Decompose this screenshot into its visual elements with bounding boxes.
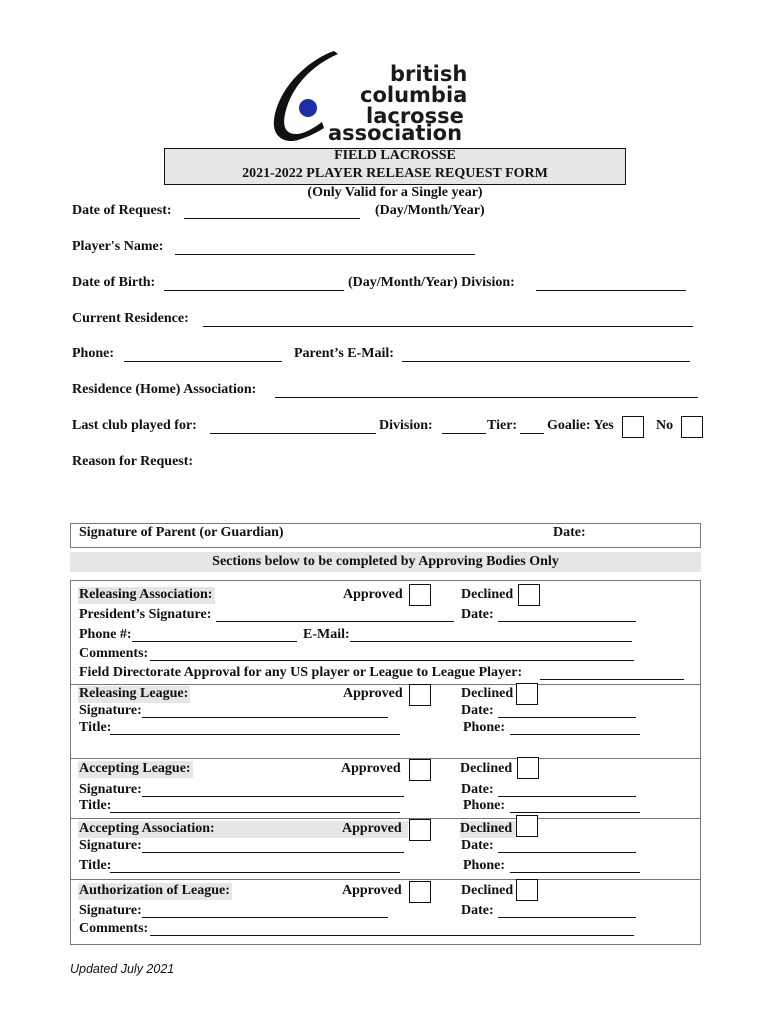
current-residence-field[interactable] [203, 326, 693, 327]
phone-label: Phone: [72, 346, 114, 361]
releasing-league-approved-checkbox[interactable] [409, 684, 431, 706]
approved-label: Approved [342, 821, 402, 836]
phone-hash-label: Phone #: [79, 627, 132, 642]
releasing-comments-field[interactable] [150, 660, 634, 661]
date-of-birth-field[interactable] [164, 290, 344, 291]
logo-line-lacrosse: lacrosse [366, 104, 464, 128]
releasing-association-approved-checkbox[interactable] [409, 584, 431, 606]
approved-label: Approved [343, 587, 403, 602]
accepting-league-signature-field[interactable] [142, 796, 404, 797]
title-label: Title: [79, 858, 112, 873]
date-of-request-field[interactable] [184, 218, 360, 219]
last-club-field[interactable] [210, 433, 376, 434]
tier-label: Tier: [487, 418, 518, 433]
date-label: Date: [461, 782, 494, 797]
updated-date-footer: Updated July 2021 [70, 962, 175, 976]
phone-label: Phone: [463, 858, 505, 873]
date-of-birth-label: Date of Birth: [72, 275, 156, 290]
accepting-league-approved-checkbox[interactable] [409, 759, 431, 781]
goalie-no-checkbox[interactable] [681, 416, 703, 438]
divider [70, 758, 701, 759]
parent-email-label: Parent’s E-Mail: [294, 346, 394, 361]
last-division-field[interactable] [442, 433, 486, 434]
declined-label: Declined [460, 821, 513, 836]
division-field[interactable] [536, 290, 686, 291]
comments-label: Comments: [79, 646, 149, 661]
accepting-league-declined-checkbox[interactable] [517, 757, 539, 779]
field-directorate-field[interactable] [540, 679, 684, 680]
presidents-signature-label: President’s Signature: [79, 607, 212, 622]
authorization-comments-field[interactable] [150, 935, 634, 936]
current-residence-label: Current Residence: [72, 311, 189, 326]
parent-email-field[interactable] [402, 361, 690, 362]
accepting-association-phone-field[interactable] [510, 872, 640, 873]
title-label: Title: [79, 720, 112, 735]
form-title-line3: (Only Valid for a Single year) [307, 185, 483, 200]
bc-lacrosse-logo [268, 48, 500, 144]
parent-signature-date-label: Date: [553, 525, 586, 540]
residence-association-label: Residence (Home) Association: [72, 382, 257, 397]
releasing-league-signature-field[interactable] [142, 717, 388, 718]
divider [70, 818, 701, 819]
declined-label: Declined [461, 883, 514, 898]
divider [70, 684, 701, 685]
goalie-no-label: No [656, 418, 674, 433]
signature-label: Signature: [79, 903, 142, 918]
releasing-league-phone-field[interactable] [510, 734, 640, 735]
authorization-declined-checkbox[interactable] [516, 879, 538, 901]
approved-label: Approved [342, 883, 402, 898]
comments-label: Comments: [79, 921, 149, 936]
phone-label: Phone: [463, 798, 505, 813]
phone-field[interactable] [124, 361, 282, 362]
email-label: E-Mail: [303, 627, 350, 642]
reason-label: Reason for Request: [72, 454, 194, 469]
date-format-hint: (Day/Month/Year) [375, 203, 485, 218]
date-label: Date: [461, 838, 494, 853]
signature-label: Signature: [79, 703, 142, 718]
tier-field[interactable] [520, 433, 544, 434]
releasing-league-declined-checkbox[interactable] [516, 683, 538, 705]
accepting-association-signature-field[interactable] [142, 852, 404, 853]
date-label: Date: [461, 607, 494, 622]
signature-label: Signature: [79, 838, 142, 853]
releasing-association-label: Releasing Association: [79, 587, 213, 602]
form-title-line2: 2021-2022 PLAYER RELEASE REQUEST FORM [242, 166, 548, 181]
date-of-request-label: Date of Request: [72, 203, 172, 218]
goalie-yes-checkbox[interactable] [622, 416, 644, 438]
authorization-date-field[interactable] [498, 917, 636, 918]
last-club-label: Last club played for: [72, 418, 197, 433]
signature-label: Signature: [79, 782, 142, 797]
players-name-field[interactable] [175, 254, 475, 255]
accepting-association-title-field[interactable] [110, 872, 400, 873]
accepting-association-declined-checkbox[interactable] [516, 815, 538, 837]
accepting-association-approved-checkbox[interactable] [409, 819, 431, 841]
releasing-email-field[interactable] [350, 641, 632, 642]
division-label: Division: [379, 418, 433, 433]
releasing-league-date-field[interactable] [498, 717, 636, 718]
dob-format-division-label: (Day/Month/Year) Division: [348, 275, 515, 290]
approved-label: Approved [341, 761, 401, 776]
releasing-phone-field[interactable] [132, 641, 297, 642]
date-label: Date: [461, 703, 494, 718]
releasing-association-declined-checkbox[interactable] [518, 584, 540, 606]
presidents-date-field[interactable] [498, 621, 636, 622]
releasing-league-title-field[interactable] [110, 734, 400, 735]
declined-label: Declined [460, 761, 513, 776]
accepting-league-title-field[interactable] [110, 812, 400, 813]
field-directorate-label: Field Directorate Approval for any US player or League to League Player: [79, 665, 523, 680]
logo-line-columbia: columbia [360, 83, 468, 107]
logo-line-british: british [390, 62, 468, 86]
accepting-association-date-field[interactable] [498, 852, 636, 853]
approving-bodies-text: Sections below to be completed by Approving Bodies Only [212, 554, 559, 569]
date-label: Date: [461, 903, 494, 918]
declined-label: Declined [461, 587, 514, 602]
parent-signature-label: Signature of Parent (or Guardian) [79, 525, 284, 540]
form-title-line1: FIELD LACROSSE [334, 148, 456, 163]
accepting-league-label: Accepting League: [79, 761, 191, 776]
logo-line-association: association [328, 121, 463, 145]
accepting-association-label: Accepting Association: [79, 821, 215, 836]
authorization-of-league-label: Authorization of League: [79, 883, 230, 898]
residence-association-field[interactable] [275, 397, 698, 398]
declined-label: Declined [461, 686, 514, 701]
authorization-signature-field[interactable] [142, 917, 388, 918]
title-label: Title: [79, 798, 112, 813]
presidents-signature-field[interactable] [216, 621, 454, 622]
authorization-approved-checkbox[interactable] [409, 881, 431, 903]
players-name-label: Player's Name: [72, 239, 164, 254]
phone-label: Phone: [463, 720, 505, 735]
accepting-league-phone-field[interactable] [510, 812, 640, 813]
accepting-league-date-field[interactable] [498, 796, 636, 797]
divider [70, 879, 701, 880]
goalie-yes-label: Goalie: Yes [547, 418, 614, 433]
approved-label: Approved [343, 686, 403, 701]
releasing-league-label: Releasing League: [79, 686, 189, 701]
